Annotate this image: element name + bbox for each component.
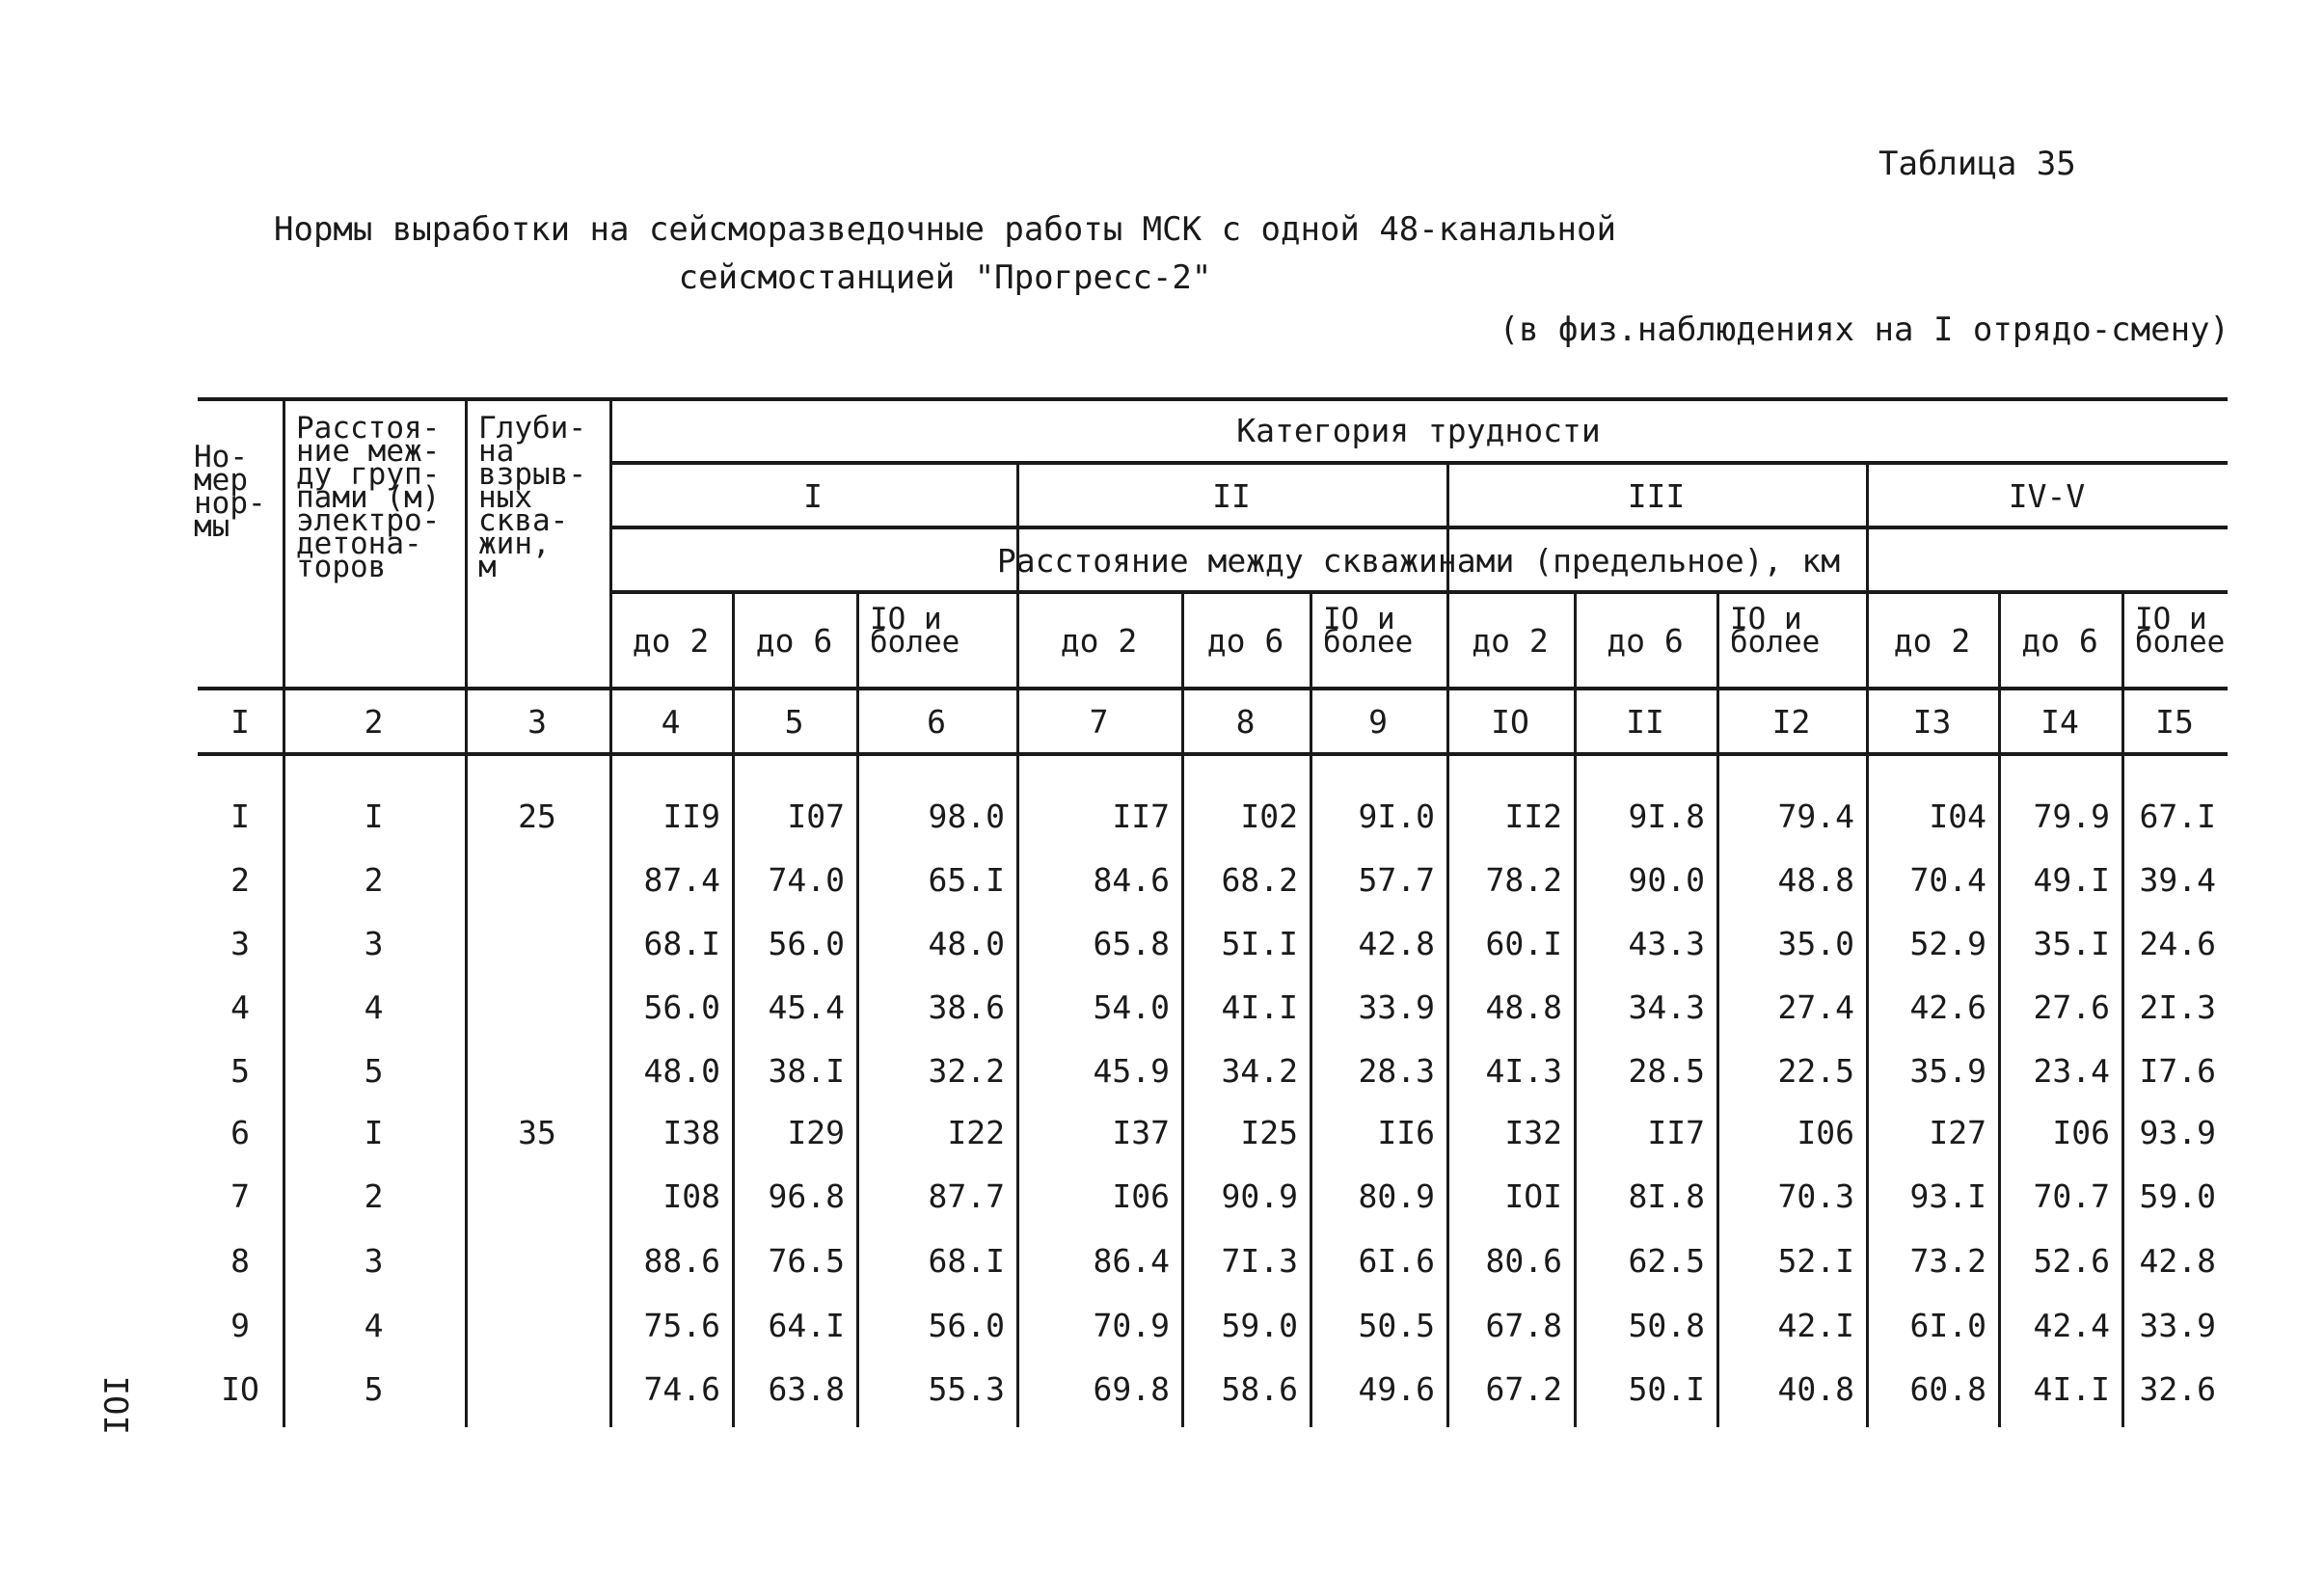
table-cell-r1-c1: I — [230, 798, 250, 835]
table-cell-r5-c15: I7.6 — [2139, 1052, 2216, 1090]
header-category-4: IV-V — [2008, 477, 2086, 515]
table-cell-r10-c4: 74.6 — [643, 1370, 720, 1408]
page-number: IOI — [98, 1375, 137, 1435]
header-sub-7: до 2 — [1060, 622, 1138, 660]
table-cell-r7-c2: 2 — [364, 1177, 384, 1215]
table-cell-r8-c15: 42.8 — [2139, 1242, 2216, 1280]
table-cell-r4-c6: 38.6 — [928, 988, 1005, 1026]
table-cell-r9-c15: 33.9 — [2139, 1307, 2216, 1344]
table-cell-r9-c1: 9 — [230, 1307, 250, 1344]
table-cell-r2-c8: 68.2 — [1221, 861, 1298, 899]
header-sub-5: до 6 — [755, 622, 833, 660]
table-cell-r10-c7: 69.8 — [1093, 1370, 1170, 1408]
table-cell-r9-c13: 6I.0 — [1909, 1307, 1986, 1344]
table-cell-r4-c4: 56.0 — [643, 988, 720, 1026]
table-cell-r5-c9: 28.3 — [1358, 1052, 1435, 1090]
table-cell-r8-c8: 7I.3 — [1221, 1242, 1298, 1280]
table-cell-r7-c8: 90.9 — [1221, 1177, 1298, 1215]
table-cell-r3-c2: 3 — [364, 925, 384, 962]
table-cell-r8-c1: 8 — [230, 1242, 250, 1280]
table-cell-r8-c7: 86.4 — [1093, 1242, 1170, 1280]
table-cell-r2-c13: 70.4 — [1909, 861, 1986, 899]
header-sub-8: до 6 — [1206, 622, 1284, 660]
table-cell-r10-c14: 4I.I — [2033, 1370, 2110, 1408]
table-label: Таблица 35 — [1878, 145, 2076, 183]
table-cell-r7-c11: 8I.8 — [1628, 1177, 1705, 1215]
header-sub-10: до 2 — [1472, 622, 1549, 660]
table-cell-r1-c6: 98.0 — [928, 798, 1005, 835]
table-cell-r3-c4: 68.I — [643, 925, 720, 962]
rule-numbers-bottom — [198, 752, 2228, 756]
table-cell-r1-c2: I — [364, 798, 384, 835]
column-number-9: 9 — [1368, 703, 1388, 741]
table-cell-r8-c9: 6I.6 — [1358, 1242, 1435, 1280]
table-cell-r3-c15: 24.6 — [2139, 925, 2216, 962]
column-number-11: II — [1626, 703, 1664, 741]
table-cell-r10-c9: 49.6 — [1358, 1370, 1435, 1408]
table-cell-r9-c7: 70.9 — [1093, 1307, 1170, 1344]
table-cell-r1-c5: I07 — [787, 798, 845, 835]
table-cell-r4-c8: 4I.I — [1221, 988, 1298, 1026]
column-number-12: I2 — [1771, 703, 1811, 741]
table-cell-r3-c11: 43.3 — [1628, 925, 1705, 962]
table-cell-r2-c14: 49.I — [2033, 861, 2110, 899]
table-cell-r10-c10: 67.2 — [1485, 1370, 1562, 1408]
table-cell-r10-c15: 32.6 — [2139, 1370, 2216, 1408]
table-cell-r7-c9: 80.9 — [1358, 1177, 1435, 1215]
table-cell-r7-c7: I06 — [1112, 1177, 1170, 1215]
table-cell-r5-c5: 38.I — [768, 1052, 845, 1090]
table-cell-r1-c13: I04 — [1929, 798, 1986, 835]
table-cell-r1-c14: 79.9 — [2033, 798, 2110, 835]
rule-sub — [609, 590, 2228, 594]
column-number-4: 4 — [661, 703, 681, 741]
column-number-7: 7 — [1089, 703, 1109, 741]
table-cell-r4-c9: 33.9 — [1358, 988, 1435, 1026]
table-cell-r1-c12: 79.4 — [1777, 798, 1854, 835]
table-cell-r3-c12: 35.0 — [1777, 925, 1854, 962]
header-norm-number: Но- мер нор- мы — [194, 440, 266, 544]
table-cell-r2-c7: 84.6 — [1093, 861, 1170, 899]
header-sub-15: IO и более — [2135, 602, 2226, 660]
table-cell-r7-c12: 70.3 — [1777, 1177, 1854, 1215]
header-sub-14: до 6 — [2021, 622, 2098, 660]
rule-distance — [609, 526, 2228, 529]
rule-numbers-top — [198, 687, 2228, 690]
table-cell-r6-c14: I06 — [2052, 1114, 2110, 1151]
table-cell-r3-c9: 42.8 — [1358, 925, 1435, 962]
table-cell-r5-c14: 23.4 — [2033, 1052, 2110, 1090]
table-cell-r10-c1: IO — [221, 1370, 259, 1408]
table-cell-r5-c1: 5 — [230, 1052, 250, 1090]
table-cell-r8-c13: 73.2 — [1909, 1242, 1986, 1280]
table-cell-r10-c11: 50.I — [1628, 1370, 1705, 1408]
table-cell-r2-c6: 65.I — [928, 861, 1005, 899]
table-cell-r6-c5: I29 — [787, 1114, 845, 1151]
rule-top — [198, 397, 2228, 401]
column-number-8: 8 — [1235, 703, 1256, 741]
header-difficulty: Категория трудности — [1236, 412, 1601, 449]
units-note: (в физ.наблюдениях на I отрядо-смену) — [1499, 311, 2229, 349]
table-cell-r9-c5: 64.I — [768, 1307, 845, 1344]
table-cell-r6-c6: I22 — [947, 1114, 1005, 1151]
table-cell-r6-c11: II7 — [1647, 1114, 1705, 1151]
column-number-1: I — [230, 703, 250, 741]
table-cell-r3-c7: 65.8 — [1093, 925, 1170, 962]
header-sub-6: IO и более — [870, 602, 960, 660]
table-cell-r8-c2: 3 — [364, 1242, 384, 1280]
table-cell-r3-c10: 60.I — [1485, 925, 1562, 962]
table-cell-r5-c13: 35.9 — [1909, 1052, 1986, 1090]
table-cell-r7-c13: 93.I — [1909, 1177, 1986, 1215]
table-cell-r9-c6: 56.0 — [928, 1307, 1005, 1344]
table-cell-r9-c14: 42.4 — [2033, 1307, 2110, 1344]
table-cell-r1-c7: II7 — [1112, 798, 1170, 835]
header-depth: Глуби- на взрыв- ных сква- жин, м — [478, 411, 586, 584]
table-cell-r5-c7: 45.9 — [1093, 1052, 1170, 1090]
table-cell-r6-c2: I — [364, 1114, 384, 1151]
table-cell-r5-c11: 28.5 — [1628, 1052, 1705, 1090]
table-cell-r4-c15: 2I.3 — [2139, 988, 2216, 1026]
table-cell-r3-c6: 48.0 — [928, 925, 1005, 962]
table-cell-r9-c8: 59.0 — [1221, 1307, 1298, 1344]
table-cell-r1-c4: II9 — [662, 798, 720, 835]
table-cell-r7-c14: 70.7 — [2033, 1177, 2110, 1215]
table-cell-r9-c10: 67.8 — [1485, 1307, 1562, 1344]
header-well-distance: Расстояние между скважинами (предельное), км — [996, 542, 1841, 580]
table-cell-r9-c2: 4 — [364, 1307, 384, 1344]
table-cell-r4-c5: 45.4 — [768, 988, 845, 1026]
table-cell-r3-c1: 3 — [230, 925, 250, 962]
table-cell-r7-c15: 59.0 — [2139, 1177, 2216, 1215]
table-cell-r6-c7: I37 — [1112, 1114, 1170, 1151]
table-cell-r4-c10: 48.8 — [1485, 988, 1562, 1026]
table-cell-r7-c4: I08 — [662, 1177, 720, 1215]
table-cell-r10-c6: 55.3 — [928, 1370, 1005, 1408]
table-cell-r6-c13: I27 — [1929, 1114, 1986, 1151]
table-cell-r4-c2: 4 — [364, 988, 384, 1026]
table-cell-r2-c15: 39.4 — [2139, 861, 2216, 899]
table-cell-r2-c4: 87.4 — [643, 861, 720, 899]
table-cell-r4-c13: 42.6 — [1909, 988, 1986, 1026]
table-cell-r3-c14: 35.I — [2033, 925, 2110, 962]
table-cell-r10-c13: 60.8 — [1909, 1370, 1986, 1408]
table-cell-r1-c10: II2 — [1504, 798, 1562, 835]
table-cell-r1-c3: 25 — [518, 798, 556, 835]
table-cell-r2-c10: 78.2 — [1485, 861, 1562, 899]
column-number-14: I4 — [2040, 703, 2079, 741]
table-cell-r5-c12: 22.5 — [1777, 1052, 1854, 1090]
table-cell-r6-c12: I06 — [1797, 1114, 1854, 1151]
table-cell-r8-c14: 52.6 — [2033, 1242, 2110, 1280]
table-cell-r5-c8: 34.2 — [1221, 1052, 1298, 1090]
header-category-2: II — [1212, 477, 1251, 515]
header-sub-9: IO и более — [1323, 602, 1414, 660]
table-cell-r2-c2: 2 — [364, 861, 384, 899]
table-cell-r4-c11: 34.3 — [1628, 988, 1705, 1026]
column-number-13: I3 — [1912, 703, 1952, 741]
table-cell-r8-c12: 52.I — [1777, 1242, 1854, 1280]
table-cell-r8-c4: 88.6 — [643, 1242, 720, 1280]
table-cell-r8-c6: 68.I — [928, 1242, 1005, 1280]
table-cell-r3-c13: 52.9 — [1909, 925, 1986, 962]
table-cell-r7-c1: 7 — [230, 1177, 250, 1215]
table-cell-r1-c9: 9I.0 — [1358, 798, 1435, 835]
header-category-3: III — [1627, 477, 1686, 515]
table-title-line2: сейсмостанцией "Прогресс-2" — [678, 258, 1212, 297]
header-category-1: I — [803, 477, 823, 515]
table-cell-r6-c8: I25 — [1240, 1114, 1298, 1151]
table-cell-r2-c9: 57.7 — [1358, 861, 1435, 899]
table-cell-r10-c12: 40.8 — [1777, 1370, 1854, 1408]
header-sub-12: IO и более — [1730, 602, 1821, 660]
column-number-6: 6 — [927, 703, 946, 741]
column-number-10: IO — [1491, 703, 1529, 741]
header-sub-4: до 2 — [632, 622, 710, 660]
table-cell-r1-c11: 9I.8 — [1628, 798, 1705, 835]
table-cell-r6-c1: 6 — [230, 1114, 250, 1151]
header-group-distance: Расстоя- ние меж- ду груп- пами (м) электро- детона- торов — [296, 411, 441, 584]
table-cell-r7-c10: IOI — [1504, 1177, 1562, 1215]
table-cell-r10-c5: 63.8 — [768, 1370, 845, 1408]
table-cell-r8-c10: 80.6 — [1485, 1242, 1562, 1280]
table-cell-r1-c15: 67.I — [2139, 798, 2216, 835]
table-cell-r6-c10: I32 — [1504, 1114, 1562, 1151]
table-cell-r3-c5: 56.0 — [768, 925, 845, 962]
table-cell-r9-c4: 75.6 — [643, 1307, 720, 1344]
table-cell-r9-c9: 50.5 — [1358, 1307, 1435, 1344]
table-cell-r1-c8: I02 — [1240, 798, 1298, 835]
column-number-3: 3 — [527, 703, 547, 741]
column-number-2: 2 — [364, 703, 384, 741]
vline-col3 — [465, 397, 468, 1427]
table-cell-r2-c12: 48.8 — [1777, 861, 1854, 899]
table-cell-r5-c6: 32.2 — [928, 1052, 1005, 1090]
table-cell-r6-c3: 35 — [518, 1114, 556, 1151]
table-cell-r4-c1: 4 — [230, 988, 250, 1026]
table-cell-r6-c4: I38 — [662, 1114, 720, 1151]
table-cell-r9-c11: 50.8 — [1628, 1307, 1705, 1344]
rule-category — [609, 461, 2228, 465]
table-cell-r2-c5: 74.0 — [768, 861, 845, 899]
table-cell-r7-c6: 87.7 — [928, 1177, 1005, 1215]
table-cell-r4-c7: 54.0 — [1093, 988, 1170, 1026]
table-title-line1: Нормы выработки на сейсморазведочные работы МСК с одной 48-канальной — [274, 210, 1616, 249]
table-cell-r5-c4: 48.0 — [643, 1052, 720, 1090]
column-number-5: 5 — [784, 703, 804, 741]
table-cell-r8-c11: 62.5 — [1628, 1242, 1705, 1280]
table-cell-r9-c12: 42.I — [1777, 1307, 1854, 1344]
table-cell-r6-c15: 93.9 — [2139, 1114, 2216, 1151]
table-cell-r4-c12: 27.4 — [1777, 988, 1854, 1026]
table-cell-r5-c10: 4I.3 — [1485, 1052, 1562, 1090]
table-cell-r10-c2: 5 — [364, 1370, 384, 1408]
table-cell-r7-c5: 96.8 — [768, 1177, 845, 1215]
table-cell-r10-c8: 58.6 — [1221, 1370, 1298, 1408]
table-cell-r2-c11: 90.0 — [1628, 861, 1705, 899]
column-number-15: I5 — [2155, 703, 2194, 741]
table-cell-r5-c2: 5 — [364, 1052, 384, 1090]
table-cell-r6-c9: II6 — [1377, 1114, 1435, 1151]
header-sub-11: до 6 — [1607, 622, 1684, 660]
table-cell-r2-c1: 2 — [230, 861, 250, 899]
table-cell-r4-c14: 27.6 — [2033, 988, 2110, 1026]
table-cell-r3-c8: 5I.I — [1221, 925, 1298, 962]
table-cell-r8-c5: 76.5 — [768, 1242, 845, 1280]
header-sub-13: до 2 — [1893, 622, 1971, 660]
